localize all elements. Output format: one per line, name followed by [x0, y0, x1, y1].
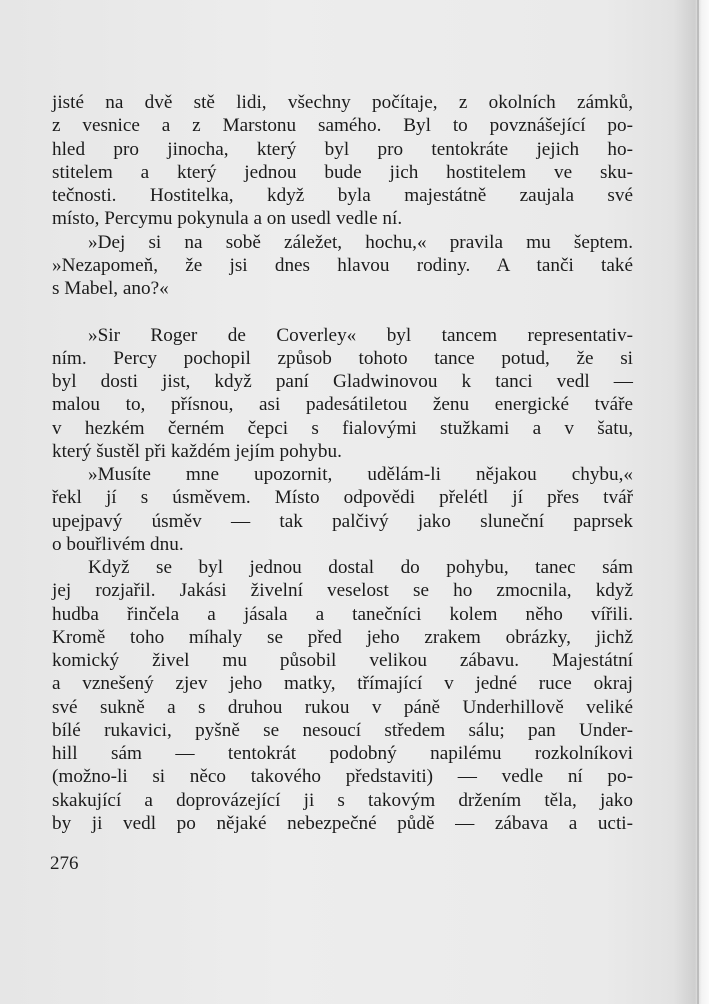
- text-line: ním. Percy pochopil způsob tohoto tance potud, že si: [52, 347, 633, 369]
- text-line: své sukně a s druhou rukou v páně Underhillově veliké: [52, 696, 633, 718]
- text-line: v hezkém černém čepci s fialovými stužkami a v šatu,: [52, 417, 633, 439]
- text-line: skakující a doprovázející ji s takovým držením těla, jako: [52, 789, 633, 811]
- text-line: upejpavý úsměv — tak palčivý jako sluneční paprsek: [52, 510, 633, 532]
- text-line: malou to, přísnou, asi padesátiletou ženu energické tváře: [52, 394, 633, 416]
- book-binding-edge: [697, 0, 699, 1004]
- text-line: tečnosti. Hostitelka, když byla majestátně zaujala své: [52, 185, 633, 206]
- text-line: bílé rukavici, pyšně se nesoucí středem sálu; pan Under-: [52, 719, 633, 741]
- text-line: »Musíte mne upozornit, udělám-li nějakou chybu,«: [88, 464, 633, 485]
- text-line: »Dej si na sobě záležet, hochu,« pravila mu šeptem.: [88, 231, 633, 253]
- text-line: s Mabel, ano?«: [52, 278, 169, 299]
- text-line: o bouřlivém dnu.: [52, 533, 184, 555]
- text-line: jisté na dvě stě lidi, všechny počítaje, z okolních zámků,: [52, 92, 633, 113]
- text-line: místo, Percymu pokynula a on usedl vedle ní.: [52, 208, 403, 230]
- text-line: »Nezapomeň, že jsi dnes hlavou rodiny. A tanči také: [52, 254, 633, 276]
- text-line: a vznešený zjev jeho matky, třímající v jedné ruce okraj: [52, 673, 633, 695]
- text-line: (možno-li si něco takového představiti) — vedle ní po-: [52, 766, 633, 788]
- text-line: hled pro jinocha, který byl pro tentokráte jejich ho-: [52, 138, 633, 160]
- text-line: Když se byl jednou dostal do pohybu, tanec sám: [88, 557, 633, 578]
- page-number: 276: [50, 853, 79, 874]
- text-line: řekl jí s úsměvem. Místo odpovědi přelétl jí přes tvář: [52, 487, 633, 509]
- text-line: který šustěl při každém jejím pohybu.: [52, 440, 342, 462]
- text-line: Kromě toho míhaly se před jeho zrakem obrázky, jichž: [52, 626, 633, 648]
- text-line: byl dosti jist, když paní Gladwinovou k tanci vedl —: [52, 371, 633, 392]
- text-line: komický živel mu působil velikou zábavu. Majestátní: [52, 650, 633, 671]
- text-line: stitelem a který jednou bude jich hostitelem ve sku-: [52, 161, 633, 183]
- text-line: jej rozjařil. Jakási živelní veselost se ho zmocnila, když: [52, 580, 633, 602]
- text-line: by ji vedl po nějaké nebezpečné půdě — zábava a ucti-: [52, 812, 633, 834]
- page-body-text: [52, 91, 633, 835]
- text-line: hudba řinčela a jásala a tanečníci kolem něho vířili.: [52, 603, 633, 625]
- text-line: z vesnice a z Marstonu samého. Byl to povznášející po-: [52, 115, 633, 137]
- text-line: hill sám — tentokrát podobný napilému rozkolníkovi: [52, 743, 633, 764]
- section-gap: [52, 300, 633, 323]
- text-line: »Sir Roger de Coverley« byl tancem representativ-: [88, 324, 633, 346]
